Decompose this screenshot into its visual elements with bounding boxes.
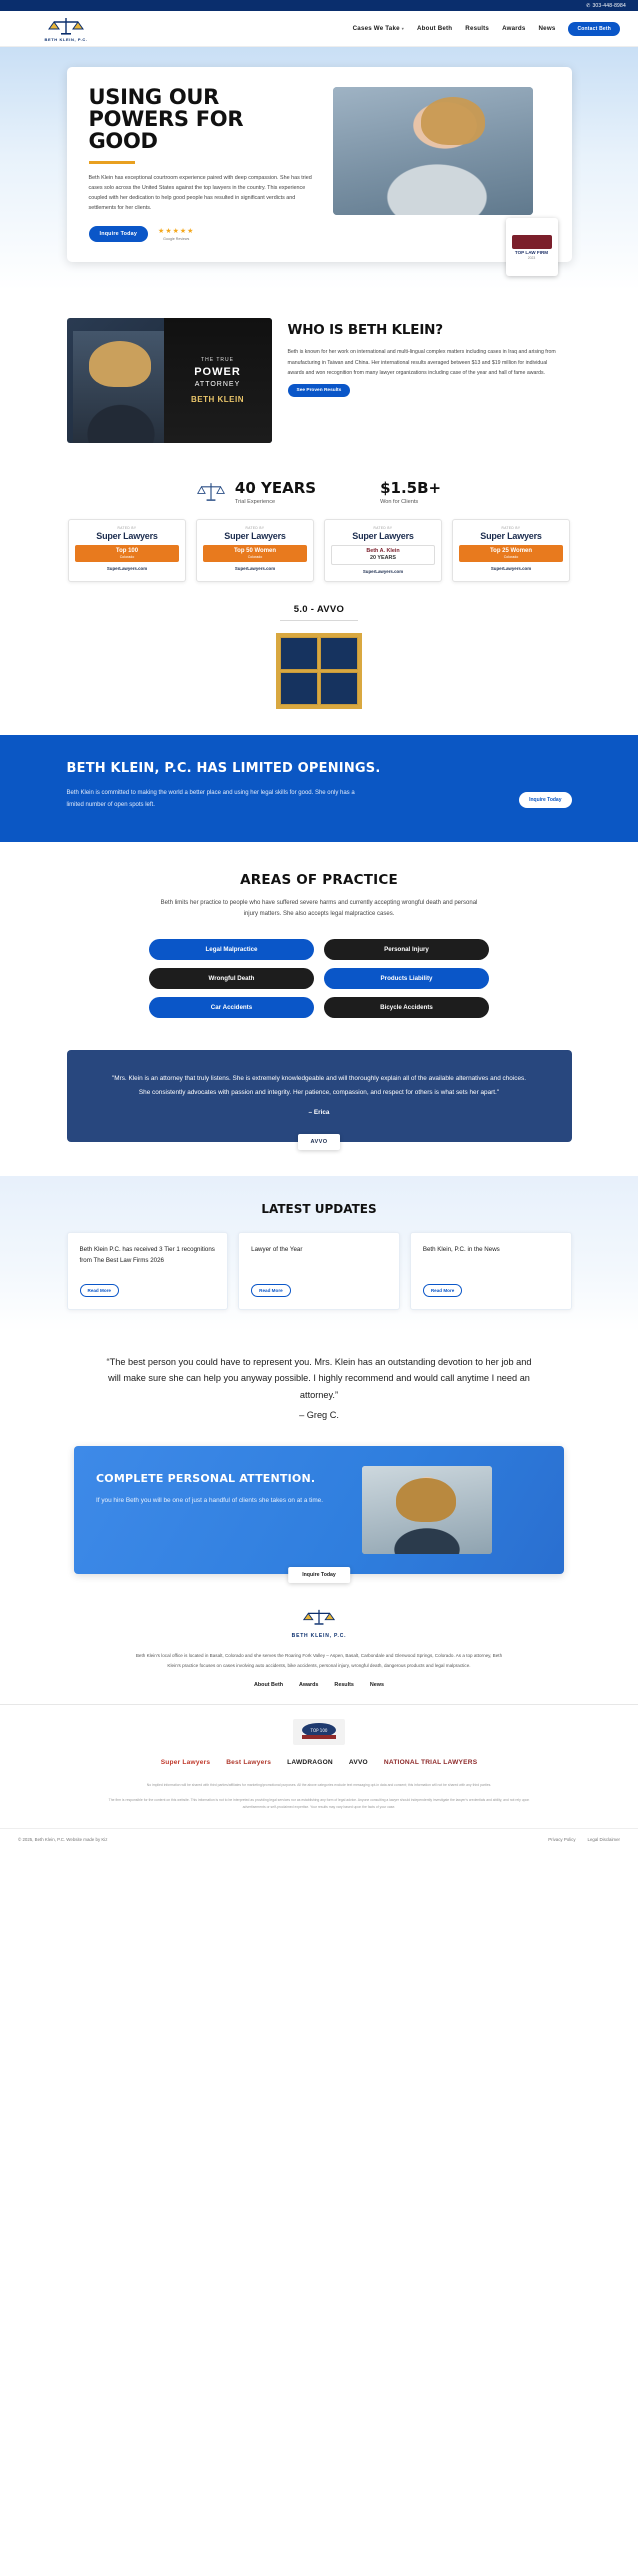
testimonial-card [67, 1050, 572, 1142]
badge-band-line2: Colorado [503, 555, 519, 560]
avvo-badge-tile [280, 637, 318, 670]
about-body: Beth is known for her work on international and multi-lingual complex matters including cases in Iraq and arising from manufacturing in Taiwan and China. Her international results averaged between $13 and $19 million for individual awards and won recognition from many lawyer organizations including case of the year and hall of fame awards. [287, 349, 556, 376]
about-photo-hair [89, 341, 151, 387]
about-photo-caption [164, 318, 272, 443]
badge-band-line1: Top 25 Women [489, 548, 533, 555]
latest-updates-section [0, 1176, 638, 1332]
hero-cta-row [89, 226, 319, 242]
stat-amount-label: Won for Clients [380, 499, 419, 506]
footer-accreditation-logos [67, 1759, 572, 1766]
practice-pill-wrongful-death[interactable]: Wrongful Death [149, 968, 314, 989]
star-rating-icon: ★★★★★ [158, 227, 195, 235]
scales-logo-icon [46, 16, 86, 36]
personal-attention-section [0, 1420, 638, 1579]
footer-nav-results[interactable]: Results [334, 1682, 354, 1689]
footer-description: Beth Klein's local office is located in Basalt, Colorado and she serves the Roaring Fork Valley – Aspen, Basalt, Carbondale and Glenwood Springs, Colorado. As a top attorney, Beth Klein's practice focuses on cases involving auto accidents, bike accidents, personal injury, wrongful death, dangerous products and legal malpractice. [135, 1653, 503, 1668]
personal-attention-photo [362, 1466, 492, 1554]
footer-logo-text: BETH KLEIN, P.C. [291, 1633, 347, 1640]
limited-openings-body: Beth Klein is committed to making the world a better place and using her legal skills for good. She only has a limited number of open spots left. [66, 790, 355, 809]
hero-inquire-button[interactable]: Inquire Today [89, 226, 149, 242]
hero-body: Beth Klein has exceptional courtroom experience paired with deep compassion. She has tried cases solo across the United States against the top lawyers in the country. This experience coupled with her dedication to help good people has resulted in significant verdicts and settlements for her clients. [88, 175, 312, 212]
hero-photo-hair [421, 97, 485, 145]
latest-updates-title: LATEST UPDATES [261, 1202, 377, 1217]
badge-band-line2: Colorado [247, 555, 263, 560]
nav-item-cases[interactable]: Cases We Take ▾ [352, 25, 404, 32]
badge-brand: Super Lawyers [224, 531, 286, 542]
footer-scales-icon [302, 1608, 336, 1631]
badge-rated-label: RATED BY [117, 526, 137, 531]
logo-lawdragon: LAWDRAGON [287, 1759, 333, 1767]
badge-rated-label: RATED BY [501, 526, 521, 531]
footer-nav [0, 1682, 638, 1688]
personal-attention-card [74, 1446, 564, 1579]
avvo-badge-tile [320, 672, 358, 705]
phone-number: 303-448-8984 [592, 2, 626, 9]
featured-review [104, 1354, 534, 1420]
badge-band-line2: Colorado [119, 555, 135, 560]
avvo-badge-tile [280, 672, 318, 705]
update-card[interactable] [67, 1232, 229, 1310]
practice-pill-bicycle-accidents[interactable]: Bicycle Accidents [324, 997, 489, 1018]
footer-bottom-links [548, 1837, 620, 1842]
hero-photo [333, 87, 533, 215]
badge-footer: SuperLawyers.com [490, 566, 532, 572]
badge-brand: Super Lawyers [96, 531, 158, 542]
practice-pill-legal-malpractice[interactable]: Legal Malpractice [149, 939, 314, 960]
badge-band-line2: 20 YEARS [370, 555, 396, 562]
about-photo [67, 318, 272, 443]
about-section [67, 302, 572, 457]
badge-brand: Super Lawyers [480, 531, 542, 542]
badge-rated-label: RATED BY [373, 526, 393, 531]
scales-icon [197, 479, 225, 505]
badge-footer: SuperLawyers.com [106, 566, 148, 572]
footer-award-badge [0, 1719, 638, 1745]
badge-card [452, 519, 570, 582]
practice-areas-title: AREAS OF PRACTICE [240, 871, 398, 888]
personal-attention-body: If you hire Beth you will be one of just a handful of clients she takes on at a time. [96, 1497, 323, 1505]
phone-icon: ✆ [586, 2, 591, 9]
badge-footer: SuperLawyers.com [234, 566, 276, 572]
stat-amount [380, 479, 441, 505]
badge-band-line1: Top 100 [115, 548, 139, 555]
featured-review-quote: “The best person you could have to represent you. Mrs. Klein has an outstanding devotion to her job and will make sure she can help you anyway possible. I highly recommend and would call anytime I need an attorney.” [106, 1357, 532, 1400]
avvo-heading: 5.0 - AVVO [293, 604, 345, 616]
hero-card [67, 67, 572, 262]
about-caption-line2: POWER [194, 366, 241, 379]
update-card-title: Beth Klein P.C. has received 3 Tier 1 recognitions from The Best Law Firms 2026 [79, 1246, 215, 1264]
footer-copyright: © 2025, Beth Klein, P.C. Website made by Kiz [18, 1837, 108, 1843]
nav-item-results[interactable]: Results [465, 25, 490, 32]
stat-years-label: Trial Experience [234, 499, 276, 506]
badge-band [203, 545, 307, 562]
latest-updates-grid [67, 1232, 572, 1310]
featured-review-author: – Greg C. [299, 1410, 339, 1421]
personal-attention-title: COMPLETE PERSONAL ATTENTION. [96, 1472, 316, 1486]
main-nav [353, 22, 620, 36]
avvo-divider [280, 620, 358, 621]
avvo-badge-collage [276, 633, 362, 709]
logo-best-lawyers: Best Lawyers [226, 1759, 272, 1767]
badge-brand: Super Lawyers [352, 531, 414, 542]
site-logo[interactable] [18, 16, 114, 42]
footer-divider [0, 1704, 638, 1705]
logo-text: BETH KLEIN, P.C. [44, 36, 88, 42]
footer-nav-about[interactable]: About Beth [253, 1682, 284, 1689]
badge-footer: SuperLawyers.com [362, 569, 404, 575]
hero-divider [89, 161, 135, 164]
contact-beth-button[interactable]: Contact Beth [568, 22, 620, 36]
top-law-firm-badge [506, 218, 558, 276]
update-card-title: Lawyer of the Year [251, 1246, 303, 1254]
stat-years-number: 40 YEARS [234, 479, 317, 498]
google-reviews-label: Google Reviews [163, 236, 190, 241]
nav-item-awards[interactable]: Awards [502, 25, 526, 32]
avvo-section [0, 604, 638, 621]
practice-pill-car-accidents[interactable]: Car Accidents [149, 997, 314, 1018]
limited-openings-title: BETH KLEIN, P.C. HAS LIMITED OPENINGS. [66, 761, 381, 777]
badge-band [75, 545, 179, 562]
badge-band [459, 545, 563, 562]
hero-text-column [89, 87, 319, 242]
avvo-badge-tile [320, 637, 358, 670]
badge-title: TOP LAW FIRM [514, 249, 549, 255]
limited-openings-inquire-button[interactable]: Inquire Today [519, 792, 571, 808]
hero-section [0, 47, 638, 290]
americas-top-100-icon [293, 1719, 345, 1745]
footer-logo[interactable] [0, 1608, 638, 1639]
limited-openings-band [0, 735, 638, 841]
badge-year: 2023 [527, 256, 536, 260]
practice-pill-products-liability[interactable]: Products Liability [324, 968, 489, 989]
badge-ribbon-icon [512, 235, 552, 249]
svg-text:TOP 100: TOP 100 [310, 1728, 328, 1734]
footer-nav-news[interactable]: News [369, 1682, 384, 1689]
footer-privacy-policy-link[interactable]: Privacy Policy [548, 1837, 576, 1843]
badge-band [331, 545, 435, 565]
update-read-more-button[interactable]: Read More [251, 1284, 291, 1297]
footer-legal-1: No implied information will be shared with third parties/affiliates for marketing/promotional purposes. All the above categories exclude text messaging opt-in data and consent; this information will not be shared with any third parties. [146, 1783, 492, 1788]
phone-link[interactable] [586, 3, 626, 9]
personal-attention-inquire-button[interactable]: Inquire Today [288, 1567, 350, 1583]
about-caption-line3: ATTORNEY [194, 381, 241, 389]
logo-national-trial-lawyers: NATIONAL TRIAL LAWYERS [383, 1759, 478, 1767]
testimonial-section [0, 1024, 638, 1150]
practice-areas-grid [149, 939, 489, 1018]
see-proven-results-button[interactable]: See Proven Results [288, 384, 351, 397]
logo-super-lawyers: Super Lawyers [160, 1759, 211, 1767]
update-read-more-button[interactable]: Read More [80, 1284, 120, 1297]
practice-pill-personal-injury[interactable]: Personal Injury [324, 939, 489, 960]
chevron-down-icon: ▾ [401, 26, 404, 31]
logo-avvo: AVVO [348, 1759, 368, 1767]
badge-card [196, 519, 314, 582]
testimonial-quote: "Mrs. Klein is an attorney that truly listens. She is extremely knowledgeable and will thoroughly explain all of the available alternatives and choices. She consistently advocates with passion and integrity. Her patience, compassion, and respect for others is what sets her apart." [112, 1075, 526, 1096]
update-card[interactable] [410, 1232, 572, 1310]
badge-band-line1: Beth A. Klein [366, 548, 400, 555]
about-caption-line1: THE TRUE [201, 357, 234, 364]
stats-row [67, 479, 572, 505]
footer-bottom-bar [0, 1828, 638, 1850]
update-card[interactable] [238, 1232, 400, 1310]
stat-amount-number: $1.5B+ [380, 479, 442, 498]
badge-band-line1: Top 50 Women [233, 548, 277, 555]
footer-legal-disclaimer-link[interactable]: Legal Disclaimer [587, 1837, 620, 1843]
about-caption-line4: BETH KLEIN [191, 395, 244, 405]
badge-card [68, 519, 186, 582]
practice-areas-section [0, 842, 638, 1024]
about-photo-subject [73, 331, 169, 443]
testimonial-author: – Erica [308, 1109, 330, 1117]
personal-attention-photo-hair [396, 1478, 456, 1522]
hero-title: USING OUR POWERS FOR GOOD [88, 85, 244, 153]
footer-legal-2: The firm is responsible for the content on this website. This information is not to be interpreted as providing legal services nor as establishing any form of legal advice. Anyone consulting a lawyer should independently investigate the lawyer's credentials and ability, and not rely upon advertisements or self-proclaimed expertise. Your results may vary based upon the facts of your case. [108, 1798, 530, 1809]
stat-years [197, 479, 316, 505]
nav-item-news[interactable]: News [538, 25, 556, 32]
about-text-column [288, 318, 563, 396]
site-header [0, 11, 638, 47]
badge-card [324, 519, 442, 582]
update-card-title: Beth Klein, P.C. in the News [422, 1246, 500, 1254]
google-reviews[interactable] [158, 228, 194, 241]
super-lawyers-badges [67, 519, 572, 582]
nav-item-about[interactable]: About Beth [416, 25, 453, 32]
update-read-more-button[interactable]: Read More [423, 1284, 463, 1297]
top-bar [0, 0, 638, 11]
site-footer [0, 1574, 638, 1850]
avvo-badge: AVVO [298, 1134, 340, 1150]
practice-areas-body: Beth limits her practice to people who have suffered severe harms and currently accepting wrongful death and personal injury matters. She also accepts legal malpractice cases. [160, 899, 478, 918]
footer-nav-awards[interactable]: Awards [299, 1682, 319, 1689]
about-title: WHO IS BETH KLEIN? [287, 322, 443, 339]
badge-rated-label: RATED BY [245, 526, 265, 531]
